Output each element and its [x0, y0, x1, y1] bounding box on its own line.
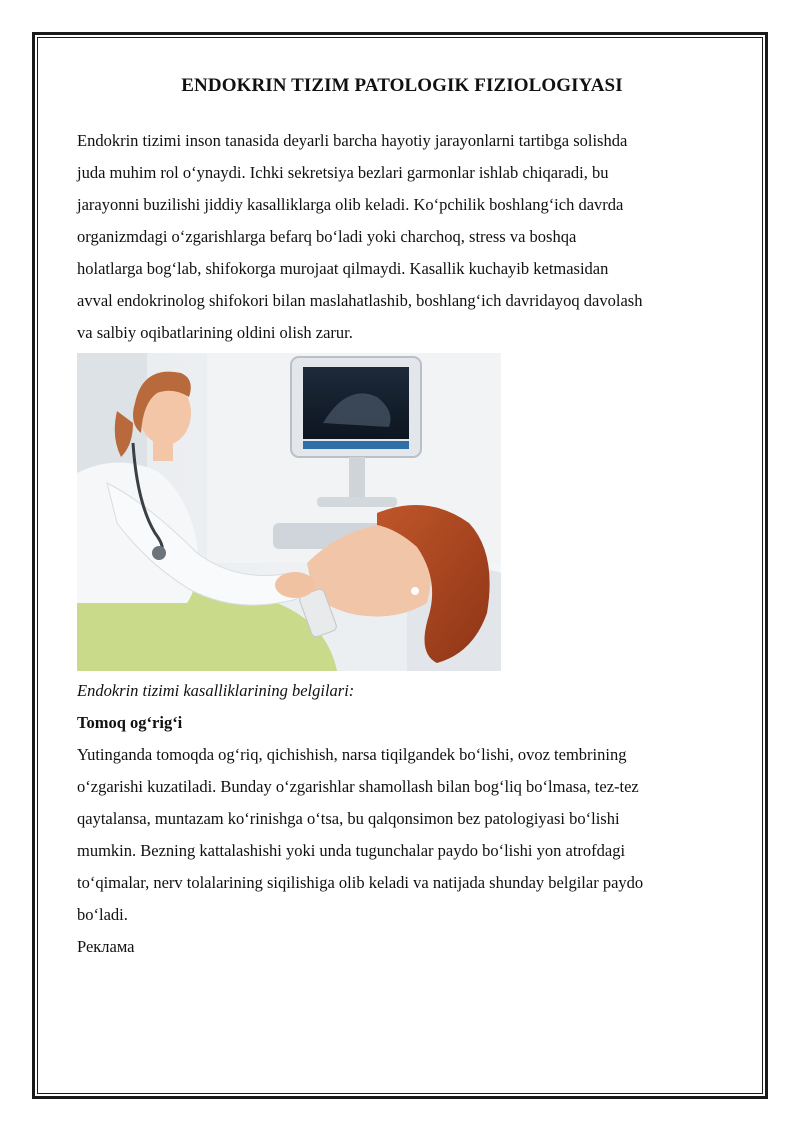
section-subheading: Tomoq og‘rig‘i [77, 713, 183, 732]
ad-label: Реклама [77, 937, 135, 956]
intro-line: va salbiy oqibatlarining oldini olish zarur. [77, 323, 353, 342]
body-line: o‘zgarishi kuzatiladi. Bunday o‘zgarishlar shamollash bilan bog‘liq bo‘lmasa, tez-tez [77, 777, 639, 796]
intro-paragraph [77, 125, 727, 349]
body-line: mumkin. Bezning kattalashishi yoki unda tugunchalar paydo bo‘lishi yon atrofdagi [77, 841, 626, 860]
intro-line: Endokrin tizimi inson tanasida deyarli barcha hayotiy jarayonlarni tartibga solishda [77, 131, 628, 150]
body-line: qaytalansa, muntazam ko‘rinishga o‘tsa, bu qalqonsimon bez patologiyasi bo‘lishi [77, 809, 620, 828]
body-line: bo‘ladi. [77, 905, 128, 924]
ultrasound-exam-photo [77, 353, 501, 671]
intro-line: avval endokrinolog shifokori bilan maslahatlashib, boshlang‘ich davridayoq davolash [77, 291, 643, 310]
intro-line: holatlarga bog‘lab, shifokorga murojaat qilmaydi. Kasallik kuchayib ketmasidan [77, 259, 609, 278]
document-body [77, 72, 727, 963]
intro-line: jarayonni buzilishi jiddiy kasalliklarga olib keladi. Ko‘pchilik boshlang‘ich davrda [77, 195, 624, 214]
body-paragraph [77, 739, 727, 931]
page-title: ENDOKRIN TIZIM PATOLOGIK FIZIOLOGIYASI [181, 75, 623, 96]
intro-line: juda muhim rol o‘ynaydi. Ichki sekretsiya bezlari garmonlar ishlab chiqaradi, bu [77, 163, 609, 182]
body-line: to‘qimalar, nerv tolalarining siqilishiga olib keladi va natijada shunday belgilar paydo [77, 873, 644, 892]
section-caption: Endokrin tizimi kasalliklarining belgilari: [77, 681, 355, 700]
body-line: Yutinganda tomoqda og‘riq, qichishish, narsa tiqilgandek bo‘lishi, ovoz tembrining [77, 745, 627, 764]
intro-line: organizmdagi o‘zgarishlarga befarq bo‘ladi yoki charchoq, stress va boshqa [77, 227, 577, 246]
